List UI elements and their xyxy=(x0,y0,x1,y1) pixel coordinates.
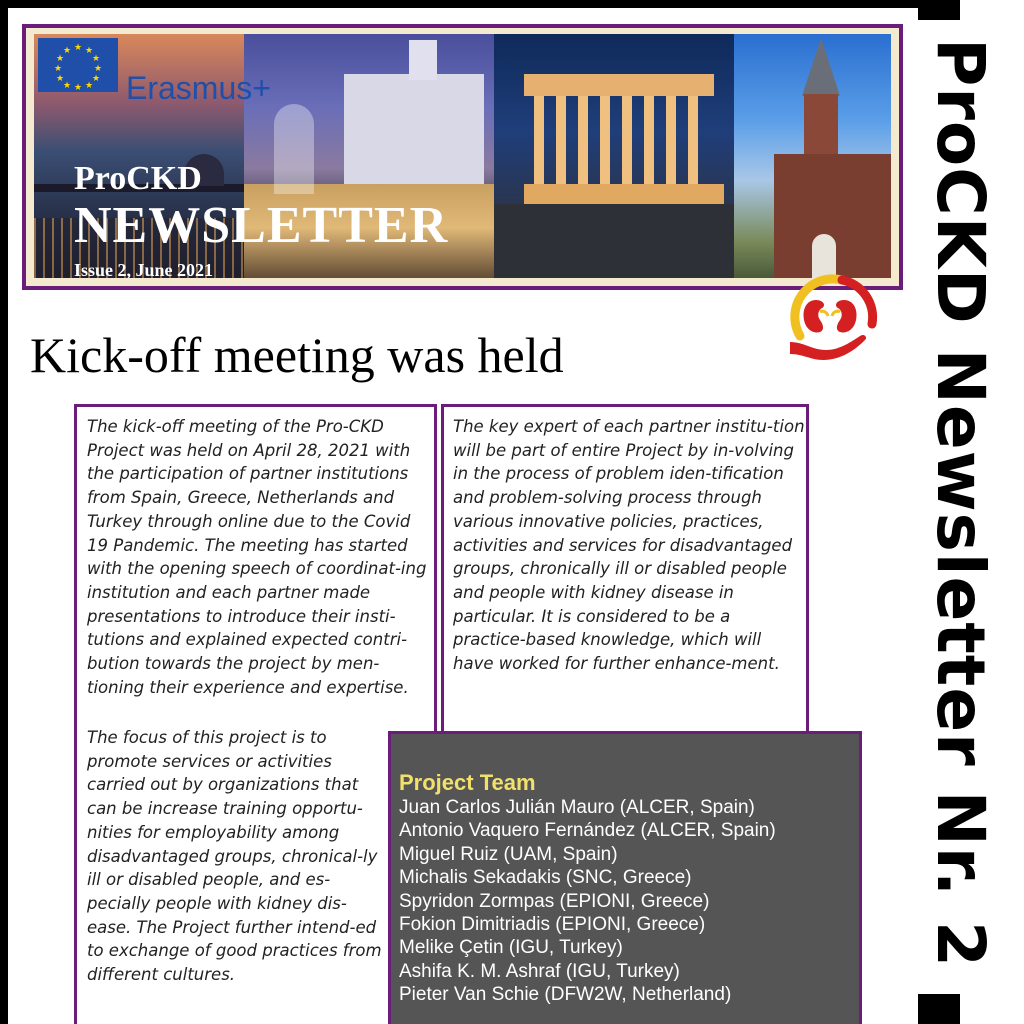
team-member: Fokion Dimitriadis (EPIONI, Greece) xyxy=(399,914,706,936)
top-border-stripe xyxy=(0,0,918,8)
banner-photo-church xyxy=(734,34,891,278)
project-team-list xyxy=(399,796,776,1007)
team-member: Juan Carlos Julián Mauro (ALCER, Spain) xyxy=(399,797,755,818)
banner-photo-athens xyxy=(494,34,734,278)
team-member: Miguel Ruiz (UAM, Spain) xyxy=(399,843,618,865)
article-column-right xyxy=(441,404,809,734)
kidney-hand-logo xyxy=(780,266,882,366)
team-member: Melike Çetin (IGU, Turkey) xyxy=(399,937,623,959)
team-member: Antonio Vaquero Fernández (ALCER, Spain) xyxy=(399,820,776,842)
banner-collage xyxy=(34,34,891,278)
newsletter-title: NEWSLETTER xyxy=(74,197,449,254)
team-member: Spyridon Zormpas (EPIONI, Greece) xyxy=(399,890,710,912)
newsletter-brand: ProCKD xyxy=(74,160,202,197)
article-paragraph: The focus of this project is to promote services or activities carried out by organizations that can be increase training opportu-nities for employability among disadvantaged groups, chronical-ly ill or disabled people, and es-pecially people with kidney dis-ease. The Project further intend-ed to exchange of good practices from different cultures. xyxy=(87,728,382,985)
side-title: ProCKD Newsletter Nr. 2 xyxy=(922,38,999,968)
header-banner xyxy=(22,24,903,290)
project-team-title: Project Team xyxy=(399,770,536,795)
article-paragraph: The key expert of each partner institu-tion will be part of entire Project by in-volving in the process of problem iden-tification and problem-solving process through various innovative policies, practices, activities and services for disadvantaged groups, chronically ill or disabled people and people with kidney disease in particular. It is considered to be a practice-based knowledge, which will have worked for further enhance-ment. xyxy=(453,417,805,674)
article-paragraph: The kick-off meeting of the Pro-CKD Project was held on April 28, 2021 with the participation of partner institutions from Spain, Greece, Netherlands and Turkey through online due to the Covid 19 Pandemic. The meeting has started with the opening speech of coordinat-ing institution and each partner made presentations to introduce their insti-tutions and explained expected contri-bution towards the project by men-tioning their experience and expertise. xyxy=(87,417,427,697)
erasmus-plus-label: Erasmus+ xyxy=(126,70,271,106)
left-border-stripe xyxy=(0,0,8,1024)
article-heading: Kick-off meeting was held xyxy=(30,327,564,383)
project-team-box xyxy=(388,731,862,1024)
team-member: Ashifa K. M. Ashraf (IGU, Turkey) xyxy=(399,960,680,982)
side-block-bottom xyxy=(918,994,960,1024)
side-block-top xyxy=(918,0,960,20)
team-member: Michalis Sekadakis (SNC, Greece) xyxy=(399,867,692,889)
eu-flag-icon: ★ ★ ★ ★ ★ ★ ★ ★ ★ ★ ★ ★ xyxy=(38,38,118,92)
article-column-left xyxy=(74,404,437,1024)
issue-label: Issue 2, June 2021 xyxy=(74,260,214,278)
team-member: Pieter Van Schie (DFW2W, Netherland) xyxy=(399,984,732,1006)
